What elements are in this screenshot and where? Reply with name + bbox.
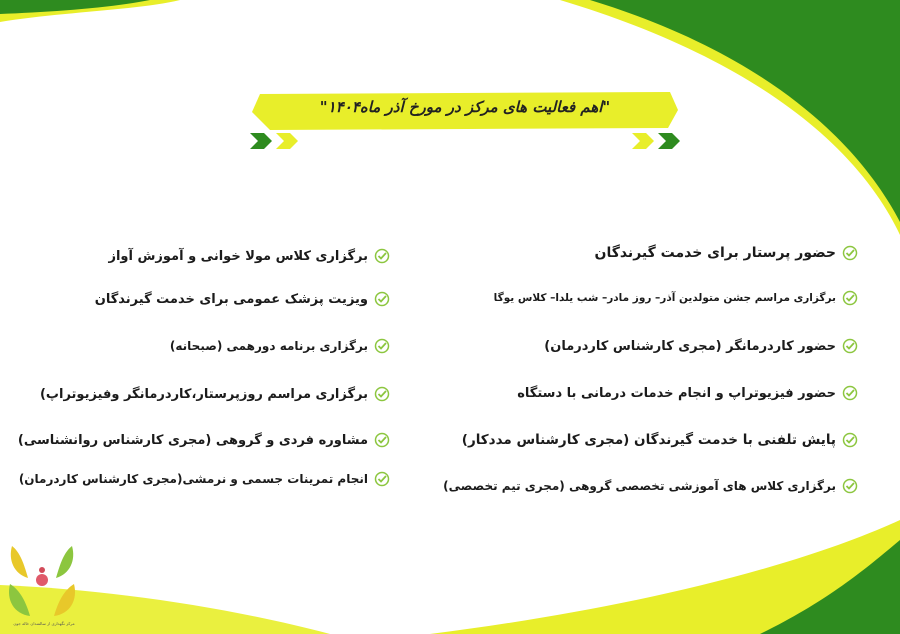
title-banner — [250, 88, 680, 132]
check-circle-icon — [842, 338, 858, 354]
activity-text: برگزاری برنامه دورهمی (صبحانه) — [169, 339, 368, 353]
activity-text: حضور کاردرمانگر (مجری کارشناس کاردرمان) — [544, 338, 836, 354]
activity-item — [18, 432, 390, 448]
activity-text: مشاوره فردی و گروهی (مجری کارشناس روانشناسی) — [17, 432, 368, 448]
check-circle-icon — [842, 290, 858, 306]
activity-item — [544, 338, 858, 354]
activity-text: برگزاری کلاس های آموزشی تخصصی گروهی (مجری تیم تخصصی) — [443, 479, 836, 493]
chevron-row — [250, 131, 680, 151]
check-circle-icon — [374, 432, 390, 448]
activity-text: برگزاری مراسم روزپرستار،کاردرمانگر وفیزیوتراپ) — [39, 386, 368, 402]
activity-item — [40, 386, 390, 402]
check-circle-icon — [374, 291, 390, 307]
check-circle-icon — [374, 471, 390, 487]
activity-text: حضور فیزیوتراپ و انجام خدمات درمانی با دستگاه — [517, 385, 836, 401]
activity-text: انجام تمرینات جسمی و نرمشی(مجری کارشناس کاردرمان) — [18, 472, 368, 486]
check-circle-icon — [374, 386, 390, 402]
activity-item — [517, 385, 858, 401]
activity-item — [108, 248, 390, 264]
activity-item — [494, 290, 858, 306]
check-circle-icon — [374, 338, 390, 354]
check-circle-icon — [842, 478, 858, 494]
check-circle-icon — [842, 385, 858, 401]
activity-item — [443, 478, 858, 494]
activity-text: برگزاری کلاس مولا خوانی و آموزش آواز — [108, 248, 368, 264]
activity-text: حضور پرستار برای خدمت گیرندگان — [594, 245, 836, 261]
page-title: "اهم فعالیت های مرکز در مورخ آذر ماه۱۴۰۴" — [319, 98, 611, 116]
check-circle-icon — [374, 248, 390, 264]
activity-text: برگزاری مراسم جشن متولدین آذر– روز مادر– شب یلدا– کلاس یوگا — [493, 292, 836, 304]
logo-caption: مرکز نگهداری از سالمندان خاله جون — [13, 621, 75, 626]
activity-item — [95, 291, 390, 307]
activity-text: پایش تلفنی با خدمت گیرندگان (مجری کارشناس مددکار) — [461, 432, 836, 448]
check-circle-icon — [842, 432, 858, 448]
center-logo — [4, 540, 80, 630]
activity-item — [462, 432, 858, 448]
activity-item — [170, 338, 390, 354]
check-circle-icon — [842, 245, 858, 261]
activity-item — [19, 471, 390, 487]
activity-item — [595, 245, 859, 261]
activity-text: ویزیت پزشک عمومی برای خدمت گیرندگان — [94, 291, 368, 307]
